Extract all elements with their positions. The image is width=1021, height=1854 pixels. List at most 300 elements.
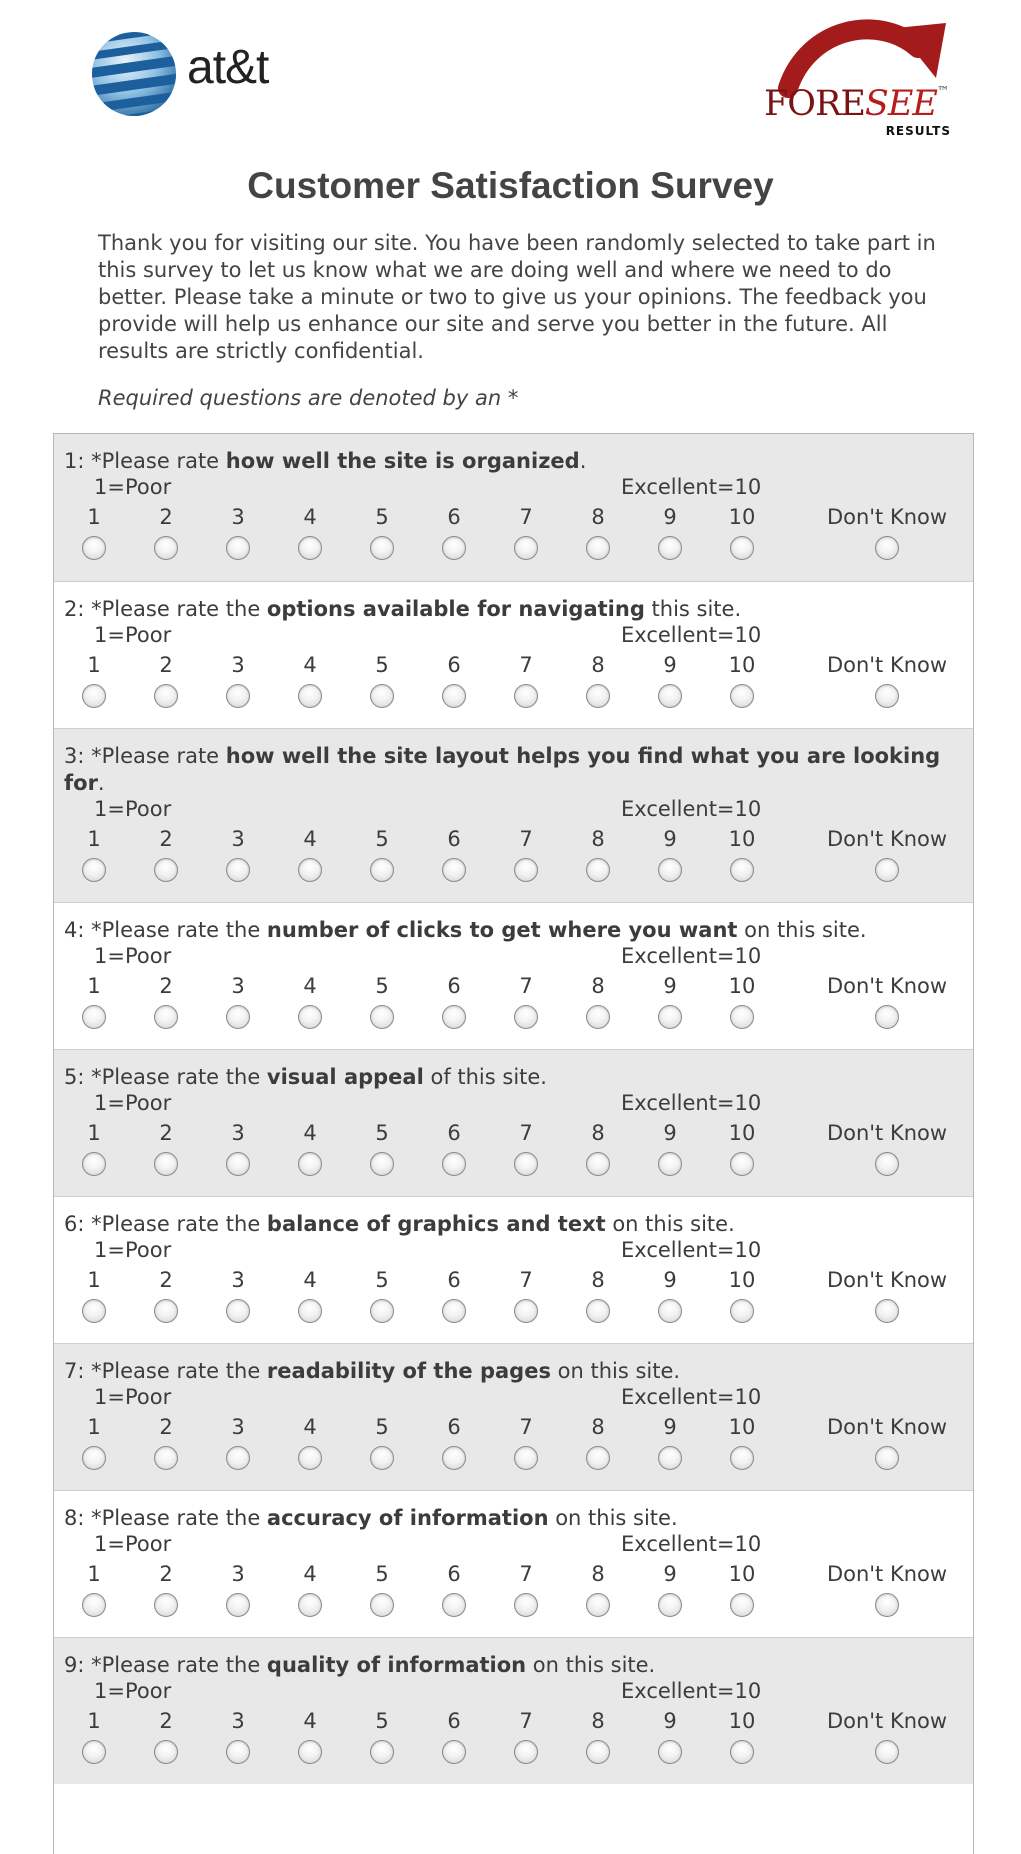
rating-option-8[interactable] (558, 1708, 638, 1764)
radio-button[interactable] (730, 684, 754, 708)
rating-label: 5 (375, 1709, 389, 1733)
question-prefix: *Please rate the (91, 1065, 267, 1089)
foresee-logo (760, 18, 960, 143)
rating-option-3[interactable] (198, 826, 278, 882)
dont-know-label: Don't Know (826, 974, 948, 998)
radio-button[interactable] (82, 1005, 106, 1029)
radio-button[interactable] (658, 1740, 682, 1764)
rating-option-3[interactable] (198, 973, 278, 1029)
rating-option-1[interactable] (54, 1120, 134, 1176)
radio-button[interactable] (514, 1446, 538, 1470)
question-suffix: this site. (644, 597, 742, 621)
radio-button[interactable] (586, 1299, 610, 1323)
scale-high-anchor: Excellent=10 (621, 797, 762, 821)
radio-button[interactable] (442, 684, 466, 708)
radio-button[interactable] (658, 858, 682, 882)
radio-button[interactable] (442, 1299, 466, 1323)
radio-button[interactable] (730, 1593, 754, 1617)
radio-button[interactable] (298, 536, 322, 560)
rating-option-dont-know[interactable] (817, 1120, 957, 1176)
rating-option-5[interactable] (342, 1414, 422, 1470)
radio-button[interactable] (226, 1740, 250, 1764)
question-emphasis: options available for navigating (266, 597, 645, 621)
radio-button[interactable] (370, 536, 394, 560)
rating-option-2[interactable] (126, 1120, 206, 1176)
rating-option-3[interactable] (198, 1414, 278, 1470)
rating-option-9[interactable] (630, 1267, 710, 1323)
rating-option-7[interactable] (486, 1561, 566, 1617)
rating-label: 3 (231, 1709, 245, 1733)
radio-button[interactable] (154, 1446, 178, 1470)
rating-label: 8 (591, 505, 605, 529)
radio-button[interactable] (226, 1005, 250, 1029)
radio-button[interactable] (658, 1593, 682, 1617)
rating-option-1[interactable] (54, 1267, 134, 1323)
rating-option-5[interactable] (342, 1120, 422, 1176)
radio-button[interactable] (875, 1299, 899, 1323)
radio-button[interactable] (370, 858, 394, 882)
rating-label: 9 (663, 653, 677, 677)
dont-know-label: Don't Know (826, 1121, 948, 1145)
radio-button[interactable] (370, 1299, 394, 1323)
rating-option-7[interactable] (486, 973, 566, 1029)
rating-option-2[interactable] (126, 1561, 206, 1617)
rating-label: 2 (159, 1415, 173, 1439)
rating-option-2[interactable] (126, 652, 206, 708)
radio-button[interactable] (226, 1299, 250, 1323)
radio-button[interactable] (442, 1446, 466, 1470)
rating-option-1[interactable] (54, 1708, 134, 1764)
radio-button[interactable] (442, 1005, 466, 1029)
radio-button[interactable] (154, 684, 178, 708)
rating-option-4[interactable] (270, 1120, 350, 1176)
rating-label: 5 (375, 505, 389, 529)
radio-button[interactable] (370, 1152, 394, 1176)
rating-option-5[interactable] (342, 973, 422, 1029)
rating-option-4[interactable] (270, 1414, 350, 1470)
scale-low-anchor: 1=Poor (94, 1238, 172, 1262)
question-suffix: on this site. (737, 918, 867, 942)
rating-option-4[interactable] (270, 504, 350, 560)
rating-option-8[interactable] (558, 1120, 638, 1176)
radio-button[interactable] (514, 1740, 538, 1764)
radio-button[interactable] (82, 1593, 106, 1617)
radio-button[interactable] (226, 858, 250, 882)
rating-option-2[interactable] (126, 973, 206, 1029)
rating-option-2[interactable] (126, 1708, 206, 1764)
radio-button[interactable] (658, 684, 682, 708)
radio-button[interactable] (586, 1005, 610, 1029)
rating-option-10[interactable] (702, 826, 782, 882)
rating-label: 10 (728, 1709, 756, 1733)
rating-label: 10 (728, 974, 756, 998)
rating-option-dont-know[interactable] (817, 1267, 957, 1323)
rating-option-9[interactable] (630, 504, 710, 560)
radio-button[interactable] (730, 858, 754, 882)
rating-option-dont-know[interactable] (817, 826, 957, 882)
question-text (64, 1064, 973, 1091)
rating-label: 9 (663, 505, 677, 529)
att-wordmark: at&t (187, 41, 269, 94)
radio-button[interactable] (154, 1152, 178, 1176)
scale-high-anchor: Excellent=10 (621, 623, 762, 647)
rating-option-10[interactable] (702, 1267, 782, 1323)
rating-option-5[interactable] (342, 504, 422, 560)
rating-option-7[interactable] (486, 1414, 566, 1470)
rating-option-1[interactable] (54, 826, 134, 882)
rating-option-6[interactable] (414, 504, 494, 560)
rating-label: 8 (591, 827, 605, 851)
question-4 (54, 902, 973, 1049)
radio-button[interactable] (514, 1593, 538, 1617)
scale-high-anchor: Excellent=10 (621, 475, 762, 499)
rating-label: 2 (159, 974, 173, 998)
question-number: 1: (64, 449, 85, 473)
rating-option-4[interactable] (270, 1561, 350, 1617)
radio-button[interactable] (586, 1740, 610, 1764)
scale-anchors (64, 475, 973, 504)
rating-label: 10 (728, 1415, 756, 1439)
rating-option-2[interactable] (126, 1267, 206, 1323)
question-number: 7: (64, 1359, 85, 1383)
rating-label: 10 (728, 505, 756, 529)
rating-options (64, 1708, 973, 1774)
rating-option-dont-know[interactable] (817, 1561, 957, 1617)
question-emphasis: balance of graphics and text (266, 1212, 606, 1236)
rating-option-8[interactable] (558, 504, 638, 560)
radio-button[interactable] (298, 684, 322, 708)
rating-option-5[interactable] (342, 1561, 422, 1617)
rating-option-9[interactable] (630, 1120, 710, 1176)
rating-option-8[interactable] (558, 826, 638, 882)
radio-button[interactable] (82, 1299, 106, 1323)
foresee-wordmark (764, 84, 948, 124)
radio-button[interactable] (298, 1740, 322, 1764)
rating-label: 5 (375, 1415, 389, 1439)
rating-option-3[interactable] (198, 1561, 278, 1617)
radio-button[interactable] (658, 1446, 682, 1470)
foresee-wordmark-see: SEE (864, 84, 937, 124)
radio-button[interactable] (875, 1593, 899, 1617)
radio-button[interactable] (82, 1740, 106, 1764)
scale-low-anchor: 1=Poor (94, 1679, 172, 1703)
rating-option-dont-know[interactable] (817, 1708, 957, 1764)
rating-option-7[interactable] (486, 1708, 566, 1764)
rating-option-9[interactable] (630, 1708, 710, 1764)
scale-low-anchor: 1=Poor (94, 1385, 172, 1409)
radio-button[interactable] (658, 536, 682, 560)
question-text (64, 917, 973, 944)
question-emphasis: quality of information (266, 1653, 527, 1677)
radio-button[interactable] (226, 1593, 250, 1617)
rating-option-dont-know[interactable] (817, 973, 957, 1029)
question-prefix: *Please rate the (91, 1653, 267, 1677)
rating-option-5[interactable] (342, 826, 422, 882)
radio-button[interactable] (298, 1446, 322, 1470)
radio-button[interactable] (875, 1152, 899, 1176)
rating-label: 1 (87, 974, 101, 998)
rating-option-7[interactable] (486, 826, 566, 882)
rating-option-10[interactable] (702, 973, 782, 1029)
question-suffix: on this site. (605, 1212, 735, 1236)
rating-option-3[interactable] (198, 1267, 278, 1323)
rating-label: 7 (519, 653, 533, 677)
rating-option-1[interactable] (54, 504, 134, 560)
rating-label: 7 (519, 1415, 533, 1439)
radio-button[interactable] (298, 1593, 322, 1617)
rating-option-4[interactable] (270, 1708, 350, 1764)
question-prefix: *Please rate the (91, 1506, 267, 1530)
rating-option-6[interactable] (414, 652, 494, 708)
scale-anchors (64, 1679, 973, 1708)
rating-label: 9 (663, 1121, 677, 1145)
rating-label: 8 (591, 1562, 605, 1586)
rating-option-9[interactable] (630, 652, 710, 708)
rating-option-dont-know[interactable] (817, 652, 957, 708)
scale-high-anchor: Excellent=10 (621, 1238, 762, 1262)
rating-option-5[interactable] (342, 1708, 422, 1764)
rating-label: 8 (591, 1268, 605, 1292)
question-2 (54, 581, 973, 728)
radio-button[interactable] (154, 1593, 178, 1617)
rating-option-7[interactable] (486, 652, 566, 708)
intro-text: Thank you for visiting our site. You have been randomly selected to take part in this survey to let us know what we are doing well and where we need to do better. Please take a minute or two to give us your opinions. The feedback you provide will help us enhance our site and serve you better in the future. All results are strictly confidential. (98, 231, 936, 363)
rating-option-9[interactable] (630, 1414, 710, 1470)
radio-button[interactable] (370, 1005, 394, 1029)
rating-option-7[interactable] (486, 1120, 566, 1176)
rating-option-6[interactable] (414, 1414, 494, 1470)
rating-label: 6 (447, 1121, 461, 1145)
rating-label: 2 (159, 1268, 173, 1292)
rating-options (64, 1120, 973, 1186)
rating-label: 3 (231, 1268, 245, 1292)
radio-button[interactable] (298, 1299, 322, 1323)
radio-button[interactable] (875, 1005, 899, 1029)
radio-button[interactable] (514, 1152, 538, 1176)
rating-option-10[interactable] (702, 1708, 782, 1764)
rating-options (64, 826, 973, 892)
rating-option-8[interactable] (558, 652, 638, 708)
radio-button[interactable] (586, 684, 610, 708)
question-number: 8: (64, 1506, 85, 1530)
rating-option-9[interactable] (630, 1561, 710, 1617)
rating-label: 1 (87, 653, 101, 677)
rating-option-4[interactable] (270, 652, 350, 708)
rating-option-dont-know[interactable] (817, 1414, 957, 1470)
radio-button[interactable] (226, 684, 250, 708)
rating-label: 8 (591, 1121, 605, 1145)
rating-option-8[interactable] (558, 1267, 638, 1323)
rating-option-1[interactable] (54, 1561, 134, 1617)
question-8 (54, 1490, 973, 1637)
rating-options (64, 973, 973, 1039)
radio-button[interactable] (298, 1005, 322, 1029)
radio-button[interactable] (82, 684, 106, 708)
radio-button[interactable] (82, 536, 106, 560)
rating-label: 3 (231, 1415, 245, 1439)
radio-button[interactable] (875, 1740, 899, 1764)
rating-option-7[interactable] (486, 504, 566, 560)
rating-option-10[interactable] (702, 1414, 782, 1470)
radio-button[interactable] (730, 1299, 754, 1323)
radio-button[interactable] (586, 1593, 610, 1617)
rating-option-8[interactable] (558, 1561, 638, 1617)
radio-button[interactable] (730, 536, 754, 560)
rating-option-1[interactable] (54, 973, 134, 1029)
radio-button[interactable] (298, 1152, 322, 1176)
rating-label: 1 (87, 1709, 101, 1733)
radio-button[interactable] (875, 858, 899, 882)
radio-button[interactable] (586, 536, 610, 560)
radio-button[interactable] (514, 858, 538, 882)
rating-option-3[interactable] (198, 652, 278, 708)
rating-option-10[interactable] (702, 652, 782, 708)
radio-button[interactable] (514, 1299, 538, 1323)
rating-option-3[interactable] (198, 1708, 278, 1764)
rating-label: 2 (159, 1121, 173, 1145)
radio-button[interactable] (226, 536, 250, 560)
radio-button[interactable] (875, 1446, 899, 1470)
rating-option-8[interactable] (558, 1414, 638, 1470)
radio-button[interactable] (154, 1740, 178, 1764)
question-suffix: of this site. (423, 1065, 547, 1089)
rating-option-3[interactable] (198, 504, 278, 560)
question-text (64, 1358, 973, 1385)
question-3 (54, 728, 973, 902)
radio-button[interactable] (514, 1005, 538, 1029)
rating-label: 2 (159, 827, 173, 851)
rating-option-6[interactable] (414, 826, 494, 882)
radio-button[interactable] (370, 1446, 394, 1470)
rating-option-7[interactable] (486, 1267, 566, 1323)
radio-button[interactable] (370, 1740, 394, 1764)
radio-button[interactable] (730, 1152, 754, 1176)
rating-option-10[interactable] (702, 1120, 782, 1176)
rating-label: 10 (728, 827, 756, 851)
radio-button[interactable] (730, 1740, 754, 1764)
scale-low-anchor: 1=Poor (94, 1532, 172, 1556)
radio-button[interactable] (514, 684, 538, 708)
radio-button[interactable] (875, 536, 899, 560)
rating-option-dont-know[interactable] (817, 504, 957, 560)
rating-option-4[interactable] (270, 826, 350, 882)
rating-option-4[interactable] (270, 1267, 350, 1323)
question-suffix: . (97, 771, 105, 795)
rating-label: 4 (303, 1562, 317, 1586)
radio-button[interactable] (226, 1446, 250, 1470)
radio-button[interactable] (442, 858, 466, 882)
att-logo (90, 30, 290, 120)
radio-button[interactable] (442, 1740, 466, 1764)
rating-option-2[interactable] (126, 504, 206, 560)
rating-option-1[interactable] (54, 652, 134, 708)
radio-button[interactable] (586, 858, 610, 882)
rating-option-6[interactable] (414, 1267, 494, 1323)
rating-label: 1 (87, 1268, 101, 1292)
rating-label: 3 (231, 653, 245, 677)
rating-option-6[interactable] (414, 1708, 494, 1764)
rating-option-3[interactable] (198, 1120, 278, 1176)
rating-option-9[interactable] (630, 826, 710, 882)
question-emphasis: how well the site is organized (225, 449, 580, 473)
radio-button[interactable] (82, 1152, 106, 1176)
radio-button[interactable] (154, 1005, 178, 1029)
question-prefix: *Please rate the (91, 918, 267, 942)
radio-button[interactable] (442, 1593, 466, 1617)
rating-label: 5 (375, 1562, 389, 1586)
rating-option-6[interactable] (414, 1561, 494, 1617)
radio-button[interactable] (82, 858, 106, 882)
radio-button[interactable] (658, 1299, 682, 1323)
radio-button[interactable] (586, 1152, 610, 1176)
rating-option-8[interactable] (558, 973, 638, 1029)
rating-option-4[interactable] (270, 973, 350, 1029)
rating-label: 1 (87, 1121, 101, 1145)
rating-option-2[interactable] (126, 826, 206, 882)
question-number: 6: (64, 1212, 85, 1236)
radio-button[interactable] (730, 1005, 754, 1029)
question-number: 9: (64, 1653, 85, 1677)
radio-button[interactable] (875, 684, 899, 708)
radio-button[interactable] (658, 1005, 682, 1029)
rating-option-6[interactable] (414, 1120, 494, 1176)
radio-button[interactable] (154, 1299, 178, 1323)
page-title: Customer Satisfaction Survey (247, 165, 774, 206)
question-text (64, 1211, 973, 1238)
rating-option-2[interactable] (126, 1414, 206, 1470)
rating-option-10[interactable] (702, 1561, 782, 1617)
radio-button[interactable] (442, 1152, 466, 1176)
rating-label: 9 (663, 1562, 677, 1586)
rating-label: 5 (375, 1268, 389, 1292)
question-suffix: on this site. (548, 1506, 678, 1530)
radio-button[interactable] (370, 1593, 394, 1617)
question-1 (54, 434, 973, 581)
radio-button[interactable] (154, 536, 178, 560)
rating-option-9[interactable] (630, 973, 710, 1029)
question-suffix: on this site. (550, 1359, 681, 1383)
rating-label: 7 (519, 1709, 533, 1733)
trademark-symbol: ™ (936, 84, 948, 98)
radio-button[interactable] (298, 858, 322, 882)
radio-button[interactable] (658, 1152, 682, 1176)
question-prefix: *Please rate the (91, 597, 267, 621)
radio-button[interactable] (154, 858, 178, 882)
rating-option-10[interactable] (702, 504, 782, 560)
radio-button[interactable] (226, 1152, 250, 1176)
radio-button[interactable] (586, 1446, 610, 1470)
question-text (64, 1505, 973, 1532)
rating-label: 6 (447, 1268, 461, 1292)
radio-button[interactable] (370, 684, 394, 708)
scale-anchors (64, 623, 973, 652)
rating-label: 4 (303, 1415, 317, 1439)
rating-label: 7 (519, 505, 533, 529)
rating-option-1[interactable] (54, 1414, 134, 1470)
scale-low-anchor: 1=Poor (94, 623, 172, 647)
question-prefix: *Please rate (91, 744, 226, 768)
radio-button[interactable] (442, 536, 466, 560)
rating-option-5[interactable] (342, 652, 422, 708)
rating-label: 2 (159, 1709, 173, 1733)
radio-button[interactable] (730, 1446, 754, 1470)
rating-option-6[interactable] (414, 973, 494, 1029)
rating-label: 2 (159, 653, 173, 677)
rating-option-5[interactable] (342, 1267, 422, 1323)
radio-button[interactable] (514, 536, 538, 560)
radio-button[interactable] (82, 1446, 106, 1470)
rating-label: 3 (231, 1562, 245, 1586)
